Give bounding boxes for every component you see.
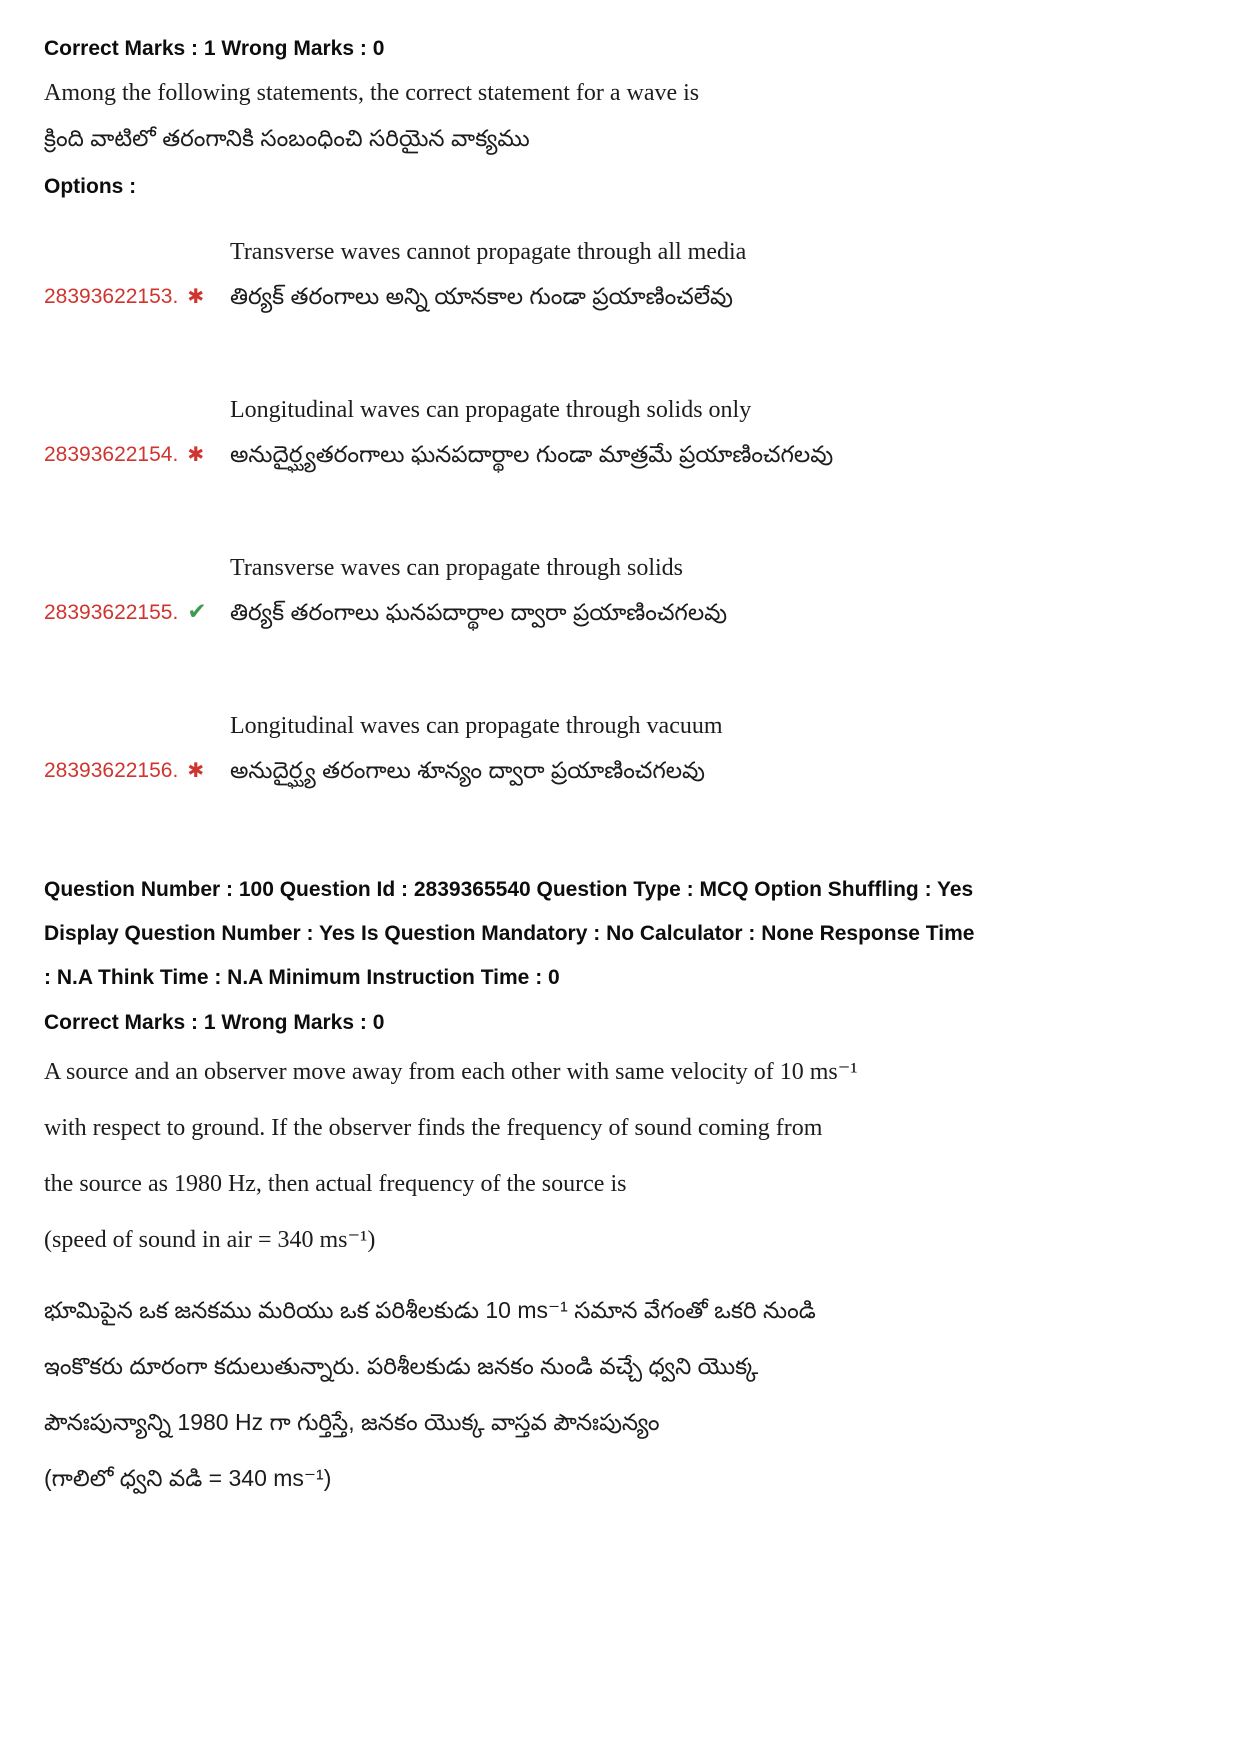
options-list (44, 236, 1196, 786)
option-id-cell (44, 759, 230, 786)
q100-telugu-line: ఇంకొకరు దూరంగా కదులుతున్నారు. పరిశీలకుడు జనకం నుండి వచ్చే ధ్వని యొక్క (44, 1353, 759, 1379)
q100-english-line: with respect to ground. If the observer finds the frequency of sound coming from (44, 1115, 823, 1141)
q100-telugu-line: పౌనఃపున్యాన్ని 1980 Hz గా గుర్తిస్తే, జనకం యొక్క వాస్తవ పౌనఃపున్యం (44, 1409, 660, 1435)
option-text-english: Longitudinal waves can propagate through vacuum (230, 713, 723, 739)
q100-metadata-line: : N.A Think Time : N.A Minimum Instruction Time : 0 (44, 966, 560, 989)
option-text (230, 552, 727, 628)
option-text-english: Longitudinal waves can propagate through solids only (230, 397, 752, 423)
option-id: 28393622156. (44, 759, 179, 782)
option-text-telugu: తిర్యక్ తరంగాలు ఘనపదార్థాల ద్వారా ప్రయాణించగలవు (230, 599, 728, 625)
option-text (230, 394, 833, 470)
option-text-telugu: అనుదైర్ఘ్య తరంగాలు శూన్యం ద్వారా ప్రయాణించగలవు (230, 757, 706, 783)
option-id: 28393622154. (44, 443, 179, 466)
correct-answer-check-icon: ✔ (187, 598, 207, 624)
wrong-answer-asterisk-icon: ✱ (187, 760, 205, 782)
option-row (44, 236, 1196, 312)
option-row (44, 552, 1196, 628)
option-text-telugu: అనుదైర్ఘ్యతరంగాలు ఘనపదార్థాల గుండా మాత్రమే ప్రయాణించగలవు (230, 441, 834, 467)
option-id: 28393622153. (44, 285, 179, 308)
q100-metadata (44, 868, 1196, 1000)
q99-marks-info: Correct Marks : 1 Wrong Marks : 0 (44, 37, 385, 60)
q100-metadata-line: Display Question Number : Yes Is Question Mandatory : No Calculator : None Response Time (44, 922, 975, 945)
option-text (230, 236, 746, 312)
q100-metadata-line: Question Number : 100 Question Id : 2839365540 Question Type : MCQ Option Shuffling : Yes (44, 878, 974, 901)
q99-question-text-telugu: క్రింది వాటిలో తరంగానికి సంబంధించి సరియైన వాక్యము (44, 125, 530, 151)
option-row (44, 710, 1196, 786)
option-row (44, 394, 1196, 470)
wrong-answer-asterisk-icon: ✱ (187, 444, 205, 466)
q100-telugu-line: (గాలిలో ధ్వని వడి = 340 ms⁻¹) (44, 1465, 332, 1491)
q100-telugu-line: భూమిపైన ఒక జనకము మరియు ఒక పరిశీలకుడు 10 ms⁻¹ సమాన వేగంతో ఒకరి నుండి (44, 1297, 816, 1323)
option-id-cell (44, 598, 230, 628)
q99-question-text-english: Among the following statements, the correct statement for a wave is (44, 80, 700, 106)
q100-english-line: the source as 1980 Hz, then actual frequency of the source is (44, 1171, 627, 1197)
option-text-english: Transverse waves can propagate through solids (230, 555, 684, 581)
option-text-english: Transverse waves cannot propagate through all media (230, 239, 747, 265)
q100-english-line: A source and an observer move away from each other with same velocity of 10 ms⁻¹ (44, 1059, 858, 1085)
q100-question-text-telugu (44, 1282, 1196, 1506)
q100-english-line: (speed of sound in air = 340 ms⁻¹) (44, 1227, 376, 1253)
option-id: 28393622155. (44, 601, 179, 624)
q100-marks-info: Correct Marks : 1 Wrong Marks : 0 (44, 1011, 385, 1034)
options-label: Options : (44, 175, 137, 198)
q100-section (44, 868, 1196, 1506)
q100-question-text-english (44, 1044, 1196, 1268)
option-text-telugu: తిర్యక్ తరంగాలు అన్ని యానకాల గుండా ప్రయాణించలేవు (230, 283, 733, 309)
option-id-cell (44, 443, 230, 470)
wrong-answer-asterisk-icon: ✱ (187, 286, 205, 308)
option-text (230, 710, 723, 786)
option-id-cell (44, 285, 230, 312)
